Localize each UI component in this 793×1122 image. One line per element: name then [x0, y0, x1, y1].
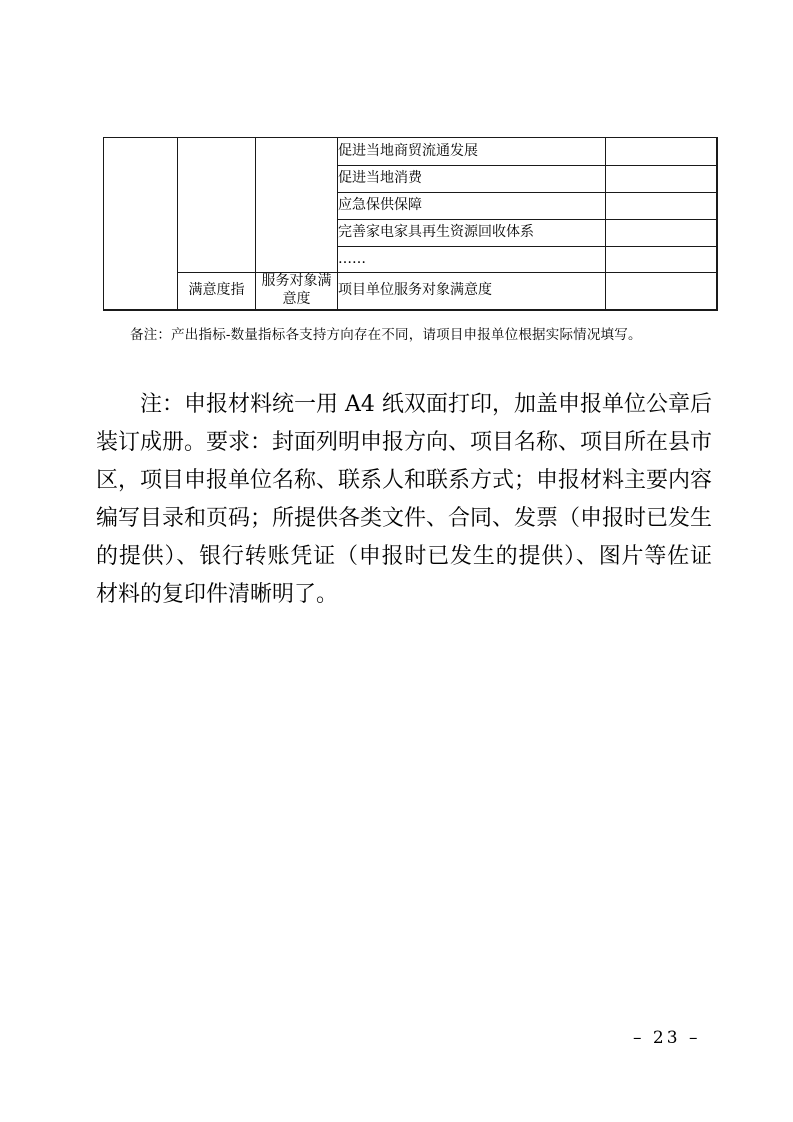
indicator-cell: 促进当地消费 [338, 166, 606, 193]
table-row [104, 138, 717, 166]
merged-subcategory-cell [256, 138, 338, 273]
paragraph-line: 材料的复印件清晰明了。 [96, 582, 339, 607]
paragraph-line: 注：申报材料统一用 A4 纸双面打印，加盖申报单位公章后 [140, 392, 712, 417]
satisfaction-category-cell: 满意度指 [178, 273, 256, 310]
indicator-cell: 应急保供保障 [338, 193, 606, 220]
indicator-cell: 促进当地商贸流通发展 [338, 138, 606, 166]
indicator-cell: 完善家电家具再生资源回收体系 [338, 220, 606, 247]
value-cell [606, 166, 717, 193]
ellipsis-cell: …… [338, 247, 606, 273]
performance-indicator-table [103, 137, 718, 311]
table-note: 备注：产出指标-数量指标各支持方向存在不同，请项目申报单位根据实际情况填写。 [130, 327, 642, 343]
value-cell [606, 273, 717, 310]
value-cell [606, 138, 717, 166]
paragraph-line: 装订成册。要求：封面列明申报方向、项目名称、项目所在县市 [96, 430, 713, 455]
paragraph-line: 的提供）、银行转账凭证（申报时已发生的提供）、图片等佐证 [96, 544, 712, 569]
value-cell [606, 220, 717, 247]
satisfaction-indicator-cell: 项目单位服务对象满意度 [338, 273, 606, 310]
value-cell [606, 193, 717, 220]
paragraph-line: 编写目录和页码；所提供各类文件、合同、发票（申报时已发生 [96, 506, 713, 531]
value-cell [606, 247, 717, 273]
merged-category-cell [178, 138, 256, 273]
page-number: – 23 – [633, 1028, 701, 1048]
satisfaction-subcategory-cell: 服务对象满意度 [256, 273, 338, 310]
merged-left-cell [104, 138, 178, 310]
paragraph-line: 区，项目申报单位名称、联系人和联系方式；申报材料主要内容 [96, 468, 713, 493]
table-row-satisfaction [104, 273, 717, 310]
instructions-paragraph [96, 386, 712, 614]
